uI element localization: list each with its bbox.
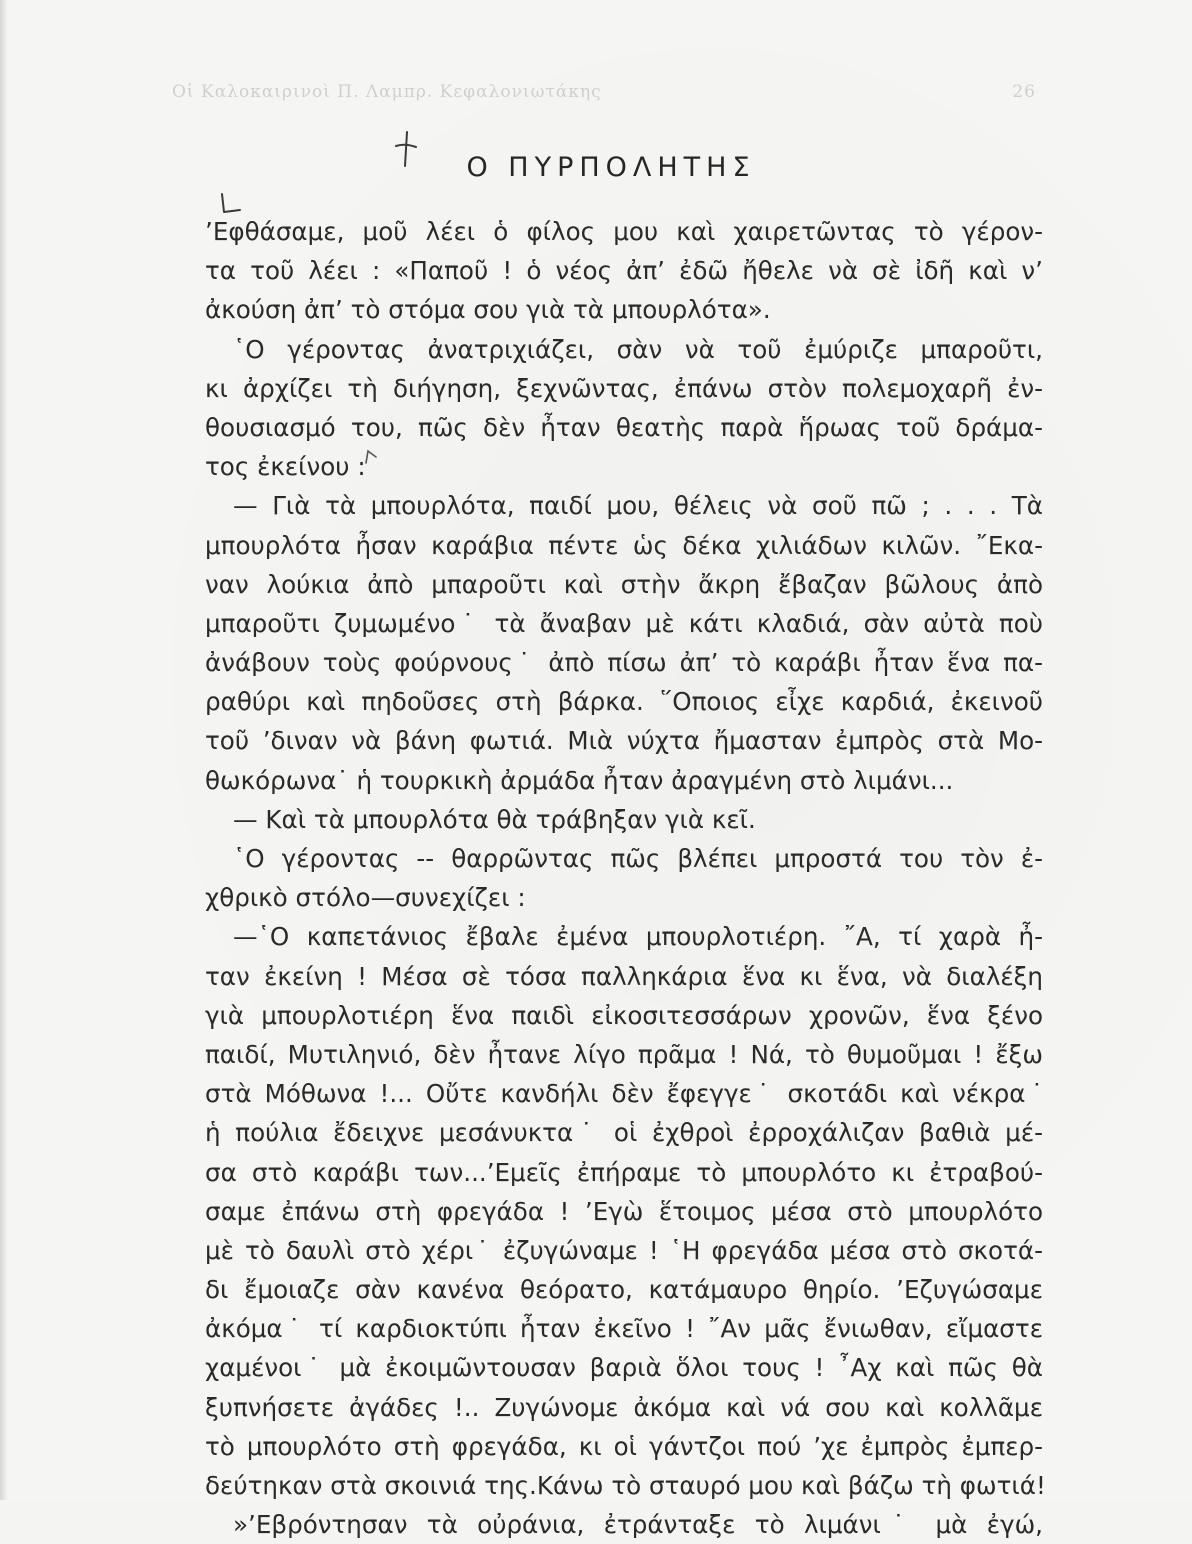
text-line: τὸ μπουρλότο στὴ φρεγάδα, κι οἱ γάντζοι πού ’χε ἐμπρὸς ἐμπερ- bbox=[205, 1431, 1043, 1461]
page-left-edge-shadow bbox=[0, 0, 8, 1500]
text-line: ναν λούκια ἀπὸ μπαροῦτι καὶ στὴν ἄκρη ἔβαζαν βῶλους ἀπὸ bbox=[205, 569, 1043, 599]
text-line: — Γιὰ τὰ μπουρλότα, παιδί μου, θέλεις νὰ σοῦ πῶ ; . . . Τὰ bbox=[233, 491, 1043, 521]
running-head-text: Οἱ Καλοκαιρινοὶ Π. Λαμπρ. Κεφαλονιωτάκης bbox=[172, 82, 602, 102]
text-line: ῾Ο γέροντας ἀνατριχιάζει, σὰν νὰ τοῦ ἐμύριζε μπαροῦτι, bbox=[233, 334, 1043, 364]
text-line: μπαροῦτι ζυμωμένο˙ τὰ ἄναβαν μὲ κάτι κλαδιά, σὰν αὐτὰ ποὺ bbox=[205, 608, 1043, 638]
text-line: ἀκόμα˙ τί καρδιοκτύπι ἦταν ἐκεῖνο ! ῎Αν μᾶς ἔνιωθαν, εἴμαστε bbox=[205, 1314, 1043, 1344]
text-line: παιδί, Μυτιληνιό, δὲν ἦτανε λίγο πρᾶμα ! Νά, τὸ θυμοῦμαι ! ἔξω bbox=[205, 1039, 1043, 1069]
text-line: ἡ πούλια ἔδειχνε μεσάνυκτα˙ οἱ ἐχθροὶ ἐρροχάλιζαν βαθιὰ μέ- bbox=[205, 1118, 1043, 1148]
text-line: δεύτηκαν στὰ σκοινιά της.Κάνω τὸ σταυρό μου καὶ βάζω τὴ φωτιά! bbox=[205, 1471, 1046, 1500]
text-line: χθρικὸ στόλο—συνεχίζει : bbox=[205, 883, 526, 913]
running-head-page-number: 26 bbox=[1012, 82, 1036, 102]
text-line: κι ἀρχίζει τὴ διήγηση, ξεχνῶντας, ἐπάνω στὸν πολεμοχαρῆ ἐν- bbox=[205, 373, 1043, 403]
text-line: »’Εβρόντησαν τὰ οὐράνια, ἐτράνταξε τὸ λιμάνι˙ μὰ ἐγώ, bbox=[233, 1510, 1043, 1540]
text-line: τα τοῦ λέει : «Παποῦ ! ὁ νέος ἀπ’ ἐδῶ ἤθελε νὰ σὲ ἰδῆ καὶ ν’ bbox=[205, 256, 1043, 286]
text-line: θουσιασμό του, πῶς δὲν ἦταν θεατὴς παρὰ ἥρωας τοῦ δράμα- bbox=[205, 412, 1043, 442]
text-line: τοῦ ’διναν νὰ βάνη φωτιά. Μιὰ νύχτα ἤμασταν ἐμπρὸς στὰ Μο- bbox=[205, 726, 1043, 756]
text-line: ξυπνήσετε ἀγάδες !.. Ζυγώνομε ἀκόμα καὶ νά σου καὶ κολλᾶμε bbox=[205, 1392, 1043, 1422]
text-line: στὰ Μόθωνα !... Οὔτε κανδήλι δὲν ἔφεγγε˙ σκοτάδι καὶ νέκρα˙ bbox=[205, 1079, 1043, 1109]
text-line: —῾Ο καπετάνιος ἔβαλε ἐμένα μπουρλοτιέρη. ῎Α, τί χαρὰ ἦ- bbox=[233, 922, 1043, 952]
text-line: σαμε ἐπάνω στὴ φρεγάδα ! ’Εγὼ ἕτοιμος μέσα στὸ μπουρλότο bbox=[205, 1196, 1043, 1226]
running-head-bleedthrough bbox=[172, 82, 1036, 112]
text-line: ἀκούση ἀπ’ τὸ στόμα σου γιὰ τὰ μπουρλότα». bbox=[205, 295, 771, 325]
text-line: θωκόρωνα˙ ἡ τουρκικὴ ἀρμάδα ἦταν ἀραγμένη στὸ λιμάνι... bbox=[205, 765, 954, 795]
text-line: ραθύρι καὶ πηδοῦσες στὴ βάρκα. ῞Οποιος εἶχε καρδιά, ἐκεινοῦ bbox=[205, 687, 1043, 717]
text-line: σα στὸ καράβι των...’Εμεῖς ἐπήραμε τὸ μπουρλότο κι ἐτραβού- bbox=[205, 1157, 1043, 1187]
text-line: — Καὶ τὰ μπουρλότα θὰ τράβηξαν γιὰ κεῖ. bbox=[233, 804, 756, 834]
text-line: ταν ἐκείνη ! Μέσα σὲ τόσα παλληκάρια ἕνα κι ἕνα, νὰ διαλέξη bbox=[205, 961, 1043, 991]
text-line: ῾Ο γέροντας -- θαρρῶντας πῶς βλέπει μπροστά του τὸν ἐ- bbox=[233, 844, 1043, 873]
text-line: δι ἔμοιαζε σὰν κανένα θεόρατο, κατάμαυρο θηρίο. ’Εζυγώσαμε bbox=[205, 1275, 1043, 1305]
chapter-title: Ο ΠΥΡΠΟΛΗΤΗΣ bbox=[466, 152, 756, 183]
text-line: ἀνάβουν τοὺς φούρνους˙ ἀπὸ πίσω ἀπ’ τὸ καράβι ἦταν ἕνα πα- bbox=[205, 648, 1043, 678]
text-line: ’Εφθάσαμε, μοῦ λέει ὁ φίλος μου καὶ χαιρετῶντας τὸ γέρον- bbox=[205, 217, 1043, 246]
text-line: τος ἐκείνου : bbox=[205, 452, 366, 482]
text-line: γιὰ μπουρλοτιέρη ἕνα παιδὶ εἰκοσιτεσσάρων χρονῶν, ἕνα ξένο bbox=[205, 1000, 1043, 1030]
text-line: μὲ τὸ δαυλὶ στὸ χέρι˙ ἐζυγώναμε ! ῾Η φρεγάδα μέσα στὸ σκοτά- bbox=[205, 1235, 1043, 1265]
text-line: χαμένοι˙ μὰ ἐκοιμῶντουσαν βαριὰ ὅλοι τους ! ῏Αχ καὶ πῶς θὰ bbox=[205, 1353, 1043, 1383]
text-line: μπουρλότα ἦσαν καράβια πέντε ὡς δέκα χιλιάδων κιλῶν. ῎Εκα- bbox=[205, 530, 1043, 560]
body-text bbox=[205, 212, 1046, 1544]
